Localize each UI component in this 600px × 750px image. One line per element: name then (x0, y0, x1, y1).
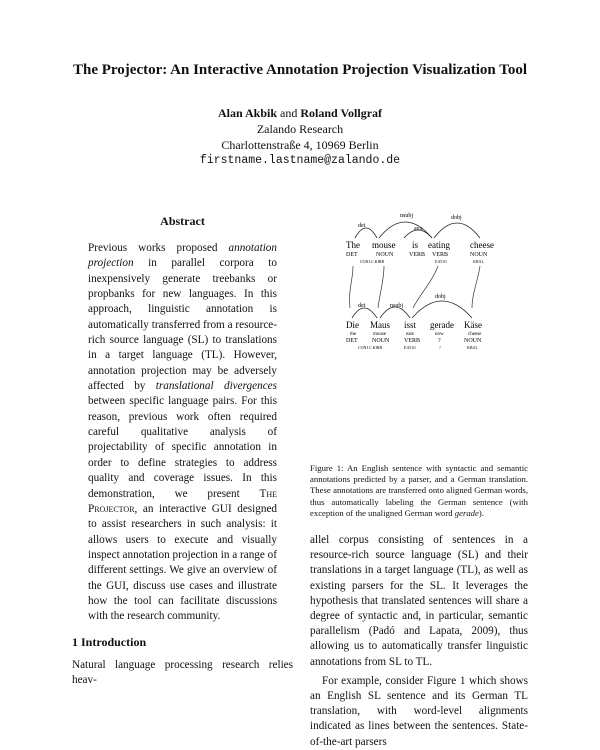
section-heading: 1 Introduction (72, 634, 147, 649)
paragraph: For example, consider Figure 1 which shows an English SL sentence and its German TL translation, with word-level alignments indicated as lines between the sentences. State-of-the-art parsers (310, 674, 528, 748)
left-column (72, 214, 293, 688)
abstract-text: Previous works proposed (88, 242, 229, 254)
author-2: Roland Vollgraf (300, 106, 383, 120)
en-pos: VERB (409, 252, 426, 258)
en-sub: KBAL (473, 259, 484, 264)
caption-emph: gerade (454, 507, 479, 518)
de-word: Maus (370, 320, 390, 330)
de-arc-label: dobj (435, 294, 446, 300)
en-pos: NOUN (470, 252, 488, 258)
tool-name: The Projector (88, 487, 277, 515)
abstract-heading: Abstract (160, 214, 205, 228)
en-pos: DET (346, 252, 358, 258)
de-gloss: cheese (468, 332, 482, 337)
abstract-text: in parallel corpora to inexpensively generate treebanks or propbanks for new languages. In this approach, linguistic annotation is automatically transferred from a resource-rich source language (SL) to translations in a target language (TL). However, annotation projection may be adversely affected by (88, 257, 277, 393)
en-arc-label: nsubj (400, 213, 414, 219)
abstract-text: , an interactive GUI designed to assist researchers in such analysis: it allows users to execute and visually inspect annotation projection in a range of different settings. We give an overview of the GUI, discuss use cases and illustrate how the tool can facilitate discussions with the research community. (88, 502, 277, 623)
paper-title: The Projector: An Interactive Annotation Projection Visualization Tool (72, 62, 527, 78)
caption-text: Figure 1: An English sentence with syntactic and semantic annotations predicted by a parser, and a German translation. These annotations are transferred onto aligned German words, thus automatically labeling the German sentence (with exception of the unaligned German word (310, 463, 528, 518)
de-gloss: now (435, 332, 444, 337)
de-arc-label: det (358, 303, 366, 309)
de-pos: NOUN (372, 338, 390, 344)
de-pos: VERB (404, 338, 421, 344)
en-arc-label: dobj (451, 215, 462, 221)
en-pos: VERB (432, 252, 449, 258)
abstract-body (88, 241, 277, 625)
right-column-body (310, 533, 528, 750)
de-arc-label: nsubj (390, 303, 404, 309)
author-names (0, 105, 600, 121)
address: Charlottenstraße 4, 10969 Berlin (221, 138, 379, 152)
affiliation: Zalando Research (256, 122, 344, 136)
en-sub: EAT.01 (435, 259, 448, 264)
en-word: The (346, 240, 360, 250)
en-arc-label: det (358, 223, 366, 229)
en-word: eating (428, 240, 450, 250)
author-and: and (280, 106, 298, 120)
email: firstname.lastname@zalando.de (199, 154, 401, 167)
figure-caption (310, 463, 528, 519)
figure-1 (320, 210, 530, 460)
paragraph: allel corpus consisting of sentences in a resource-rich source language (SL) and their translations in a target language (TL), as well as existing parsers for the SL. It leverages the hypothesis that translated sentences will share a degree of syntactic and, in particular, semantic parallelism (Padó and Lapata, 2009), thus allowing us to automatically transfer linguistic annotations from SL to TL. (310, 534, 528, 668)
de-sub: ? (439, 345, 441, 350)
de-gloss: eats (406, 332, 414, 337)
de-sub: KBAL (467, 345, 478, 350)
en-word: is (412, 240, 419, 250)
caption-text: ). (478, 507, 484, 518)
de-word: Käse (464, 320, 482, 330)
de-word: gerade (430, 320, 454, 330)
de-pos: ? (438, 338, 441, 344)
abstract-emph: annotation projection (88, 242, 277, 270)
intro-text: Natural language processing research relies heav- (72, 658, 293, 686)
en-word: cheese (470, 240, 494, 250)
de-sub: EAT.01 (404, 345, 417, 350)
de-gloss: mouse (373, 332, 387, 337)
abstract-text: between specific language pairs. For this reason, previous work often required careful qualitative analysis of projectability of specific annotation in order to define strategies to address quality and coverage issues. In this demonstration, we present (88, 395, 277, 500)
de-word: isst (404, 320, 417, 330)
author-1: Alan Akbik (217, 106, 278, 120)
abstract-emph: translational divergences (155, 380, 277, 393)
en-arc-label: aux (414, 226, 423, 232)
en-pos: NOUN (376, 252, 394, 258)
de-pos: DET (346, 338, 358, 344)
author-block (0, 105, 600, 169)
en-sub: CONJ.C.KIRR (360, 259, 385, 264)
en-word: mouse (372, 240, 396, 250)
dependency-figure (320, 210, 530, 460)
de-word: Die (346, 320, 359, 330)
de-gloss: the (350, 332, 357, 337)
de-sub: CONJ.C.KIRR (358, 345, 383, 350)
de-pos: NOUN (464, 338, 482, 344)
